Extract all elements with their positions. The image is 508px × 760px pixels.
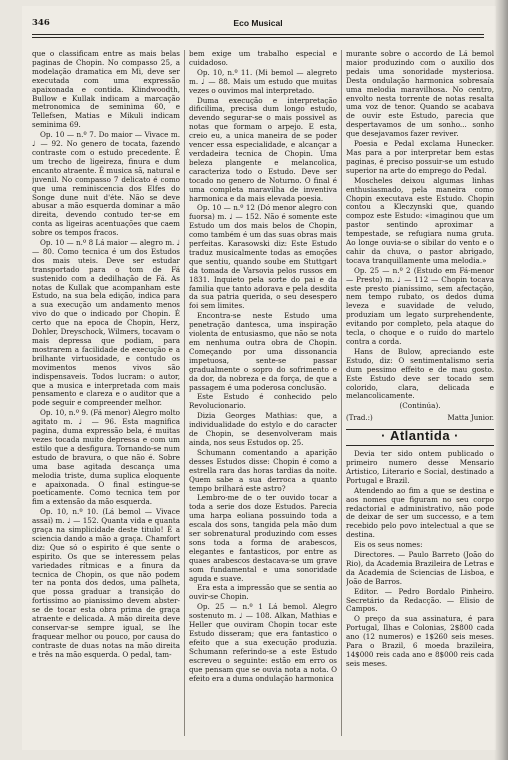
paragraph: Editor. — Pedro Bordalo Pinheiro. Secretário da Redacção. — Elisio de Campos. xyxy=(346,586,494,614)
paragraph: Poesia e Pedal exclama Hunecker. Mas para a por interpretar bem estas paginas, é preciso possuir-se um estudo superior na arte do emprego do Pedal. xyxy=(346,139,494,175)
paragraph: que o classificam entre as mais belas paginas de Chopin. No compasso 25, a modelação dramatica em Mi, deve ser executada com uma expressão apaixonada e contida. Klindwoodth, Bullow e Kullak indicam a marcação metronomica de seminima 60, e Tellefsen, Matias e Mikuli indicam seminima 69. xyxy=(32,50,180,130)
signature xyxy=(346,414,494,423)
paragraph: Op. 25 — n.º 1 Lá bemol. Alegro sostenuto m. ♩ — 108. Alkan, Mathias e Heller que ouviram Chopin tocar este Estudo disseram; que era fantastico o efeito que a sua execução produzia. Schumann referindo-se a este Estudo escreveu o seguinte: estão em erro os que pensam que se ouvia nota a nota. O efeito era a duma ondulação harmonica xyxy=(189,602,337,683)
paragraph: Este Estudo é conhecido pelo Revolucionario. xyxy=(189,392,337,411)
paragraph: Duma execução e interpretação dificilima, precisa dum longo estudo, devendo segurar-se o mais possivel as notas que formam o arpejo. E esta, creio eu, a unica maneira de se poder vencer essa especialidade, e alcançar a verdadeira tecnica de Chopin. Uma beleza plangente e melancolica, caracteriza todo o Estudo. Deve ser tocado no genero de Noturno. O final é uma completa maravilha de inventiva harmonica e da mais elevada poesia. xyxy=(189,95,337,203)
paragraph: Moscheles deixou algumas linhas enthusiasmado, pela maneira como Chopin executava este Estudo. Chopin contou a Kleczynski que, quando compoz este Estudo: «imaginou que um pastor sentindo aproximar a tempestade, se refugiara numa gruta. Ao longe ouvia-se o sibilar do vento e o cahir da chuva, o pastor abrigado, tocava tranquillamente uma melodia.» xyxy=(346,175,494,265)
paragraph: Era esta a impressão que se sentia ao ouvir-se Chopin. xyxy=(189,583,337,602)
paragraph: murante sobre o accordo de Lá bemol maior produzindo com o auxilio dos pedais uma sonoridade mysteriosa. Desta ondulação harmonica sobresaía uma melodia maravilhosa. No centro, envolto nesta torrente de notas resalta uma voz de tenor. Quando se acabava de ouvir este Estudo, parecia que despertavamos de um sonho... sonho que desejavamos fazer reviver. xyxy=(346,50,494,139)
page xyxy=(22,6,496,750)
paragraph: Dizia Georges Mathias: que, a individualidade do estylo e do caracter de Chopin, se desenvolveram mais ainda, nos seus Estudos op. 25. xyxy=(189,411,337,447)
paragraph: Encontra-se neste Estudo uma penetração dantesca, uma inspiração violenta de entusiasmo, que não se nota em nenhuma outra obra de Chopin. Começando por uma dissonancia impetuosa, sente-se passar gradualmente o sopro do sofrimento e da dor, da nobreza e da força, de que a passagem é uma poderosa conclusão. xyxy=(189,311,337,392)
paragraph: Op. 10, n.º 9. (Fá menor) Alegro molto agitato m. ♩ — 96. Esta magnifica pagina, duma expressão bela, é muitas vezes tocada muito depressa e com um estilo que a desfigura. Tornando-se num estudo de bravura, o que não é. Sobre uma base agitada descança uma melodia triste, duma suplica eloquente e apaixonada. O final estingue-se poeticamente. Como tecnica tem por fim a extensão da mão esquerda. xyxy=(32,408,180,507)
column-divider xyxy=(184,50,185,736)
page-edge-shadow xyxy=(494,0,508,760)
page-number: 346 xyxy=(32,18,50,28)
header-rule xyxy=(32,34,484,35)
paragraph: Op. 10 — n.º 12 (Dó menor alegro con fuorsa) m. ♩ — 152. Não é somente este Estudo um dos mais belos de Chopin, como também é um das suas obras mais perfeitas. Karasowski diz: Este Estudo traduz musicalmente todas as emoções que sentiu, quando soube em Stuttgart da tomada de Varsovia pelos russos em 1831. Inquieto pela sorte do pai e da familia que tanto adorava e pela desdita da sua patria querida, o seu desespero foi sem limites. xyxy=(189,203,337,311)
continued-note: (Continúa). xyxy=(399,401,441,411)
section-title: · Atlantida · xyxy=(377,432,463,441)
paragraph: Schumann comentando a aparição desses Estudos disse: Chopin é como a estrella rara das horas tardias da noite. Quem sabe a sua derroca a quanto tempo brilhará este astro? xyxy=(189,447,337,493)
paragraph: O preço da sua assinatura, é para Portugal, Ilhas e Colonias, 2$800 cada ano (12 numeros) e 1$260 seis meses. Para o Brazil, 6 moeda brazileira, 14$000 reis cada ano e 8$000 reis cada seis meses. xyxy=(346,614,494,668)
paragraph: bem exige um trabalho especial e cuidadoso. xyxy=(189,50,337,67)
header-rule-thin xyxy=(32,37,484,38)
paragraph: Op. 25 — n.º 2 (Estudo em Fá-menor — Presto) m. ♩ — 112 — Chopin tocava este presto pianissimo, sem afectação, nem tempo rubato, os dedos duma leveza e suavidade de veludo, produziam um legato surprehendente, evitando por completo, pela ataque do tecla, o choque e o ruido do martelo contra a corda. xyxy=(346,265,494,346)
paragraph: Op. 10 — n.º 8 Lá maior — alegro m. ♩ — 80. Como tecnica é um dos Estudos dos mais uteis. Deve ser estudar transportado para o tom de Fá sustenido com a dedilhação de Fá. As notas de Kullak que acompanham este Estudo, na sua bela edição, indica para a sua execução um andamento menos vivo do que o indicado por Chopin. É certo que na epoca de Chopin, Herz, Dohler, Dreyschock, Wilmers, tocavam o mais depressa que podiam, para mostrarem a facilidade de execução e a brilhante virtuosidade, e contudo os movimentos menos vivos são indispensaveis. Todos lucram: o autor, que a musica e interpretada com mais pensamento e clareza e o auditor que a pode seguir e compreender melhor. xyxy=(32,238,180,408)
paragraph: Lembro-me de o ter ouvido tocar a toda a serie dos doze Estudos. Parecia uma harpa eoliana possuindo toda a escala dos sons, tangida pela mão dum ser sobrenatural produzindo com esses sons toda a forma de arabescos, elegantes e fantasticos, por entre as quaes arabescos destacava-se um grave som fundamental e uma sonoridade aguda e suave. xyxy=(189,493,337,583)
author-name: Matta Junior. xyxy=(447,414,494,423)
section-banner xyxy=(346,429,494,446)
paragraph: Op. 10 — n.º 7. Do maior — Vivace m. ♩ — 92. No genero de tocata, fazendo contraste com o estudo precedente. É um trecho de ligeireza, finura e dum encanto atraente. É musica sã, natural e juvenil. No compasso 7 delicato é como que uma reminiscencia dos Elfes do Songe dune nuit d'éte. Não se deve abusar a mão esquerda dominar a mão direita, devendo contudo ter-se em conta as ligeiras acentuações que caem sobre os tempos fracos. xyxy=(32,130,180,238)
translator-note: (Trad.:) xyxy=(346,414,373,423)
paragraph: Op. 10, n.º 10. (Lá bemol — Vivace assai) m. ♩ — 152. Quanta vida e quanta graça na simplicidade deste titulo! É a sciencia dando a mão a graça. Chamfort diz: Que só o espirito é que sente o espirito. Os que se interessem pelas variedades rítmicas e a finura da tecnica de Chopin, os que não podem ter na ponta dos dedos, uma palheta, que possa graduar a transição do fortissimo ao pianissimo devem abster-se de tocar esta obra prima de graça atraente e delicada. A mão direita deve conservar-se sempre igual, se lhe fraquear melhor ou pouco, por causa do contraste de duas notas na mão direita e três na mão esquerda. O pedal, tam- xyxy=(32,507,180,659)
paragraph: Directores. — Paulo Barreto (João do Rio), da Academia Brazileira de Letras e da Academia de Sciencias de Lisboa, e João de Barros. xyxy=(346,550,494,586)
column-1 xyxy=(32,50,180,740)
column-divider xyxy=(341,50,342,736)
paragraph: Hans de Bulow, apreciando este Estudo, diz: O sentimentalismo seria dum pessimo effeito e de mau gosto. Este Estudo deve ser tocado sem colorido, clara, delicada e melancolicamente. xyxy=(346,346,494,401)
page-header xyxy=(32,18,484,34)
paragraph: Atendendo ao fim a que se destina e aos nomes que figuram no seu corpo redactorial e administrativo, não pode de deixar de ser um successo, e a tem recebido pelo povo intelectual a que se destina. xyxy=(346,485,494,540)
column-3 xyxy=(346,50,494,740)
paragraph: Eis os seus nomes: xyxy=(354,540,423,550)
journal-title: Eco Musical xyxy=(233,18,283,28)
paragraph: Op. 10, n.º 11. (Mi bemol — alegreto m. ♩ — 88. Mais um estudo que muitas vezes o ouvimos mal interpretado. xyxy=(189,67,337,95)
paragraph: Devia ter sido ontem publicado o primeiro numero desse Mensario Artistico, Literario e Social, destinado a Portugal e Brazil. xyxy=(346,449,494,485)
column-2 xyxy=(189,50,337,740)
